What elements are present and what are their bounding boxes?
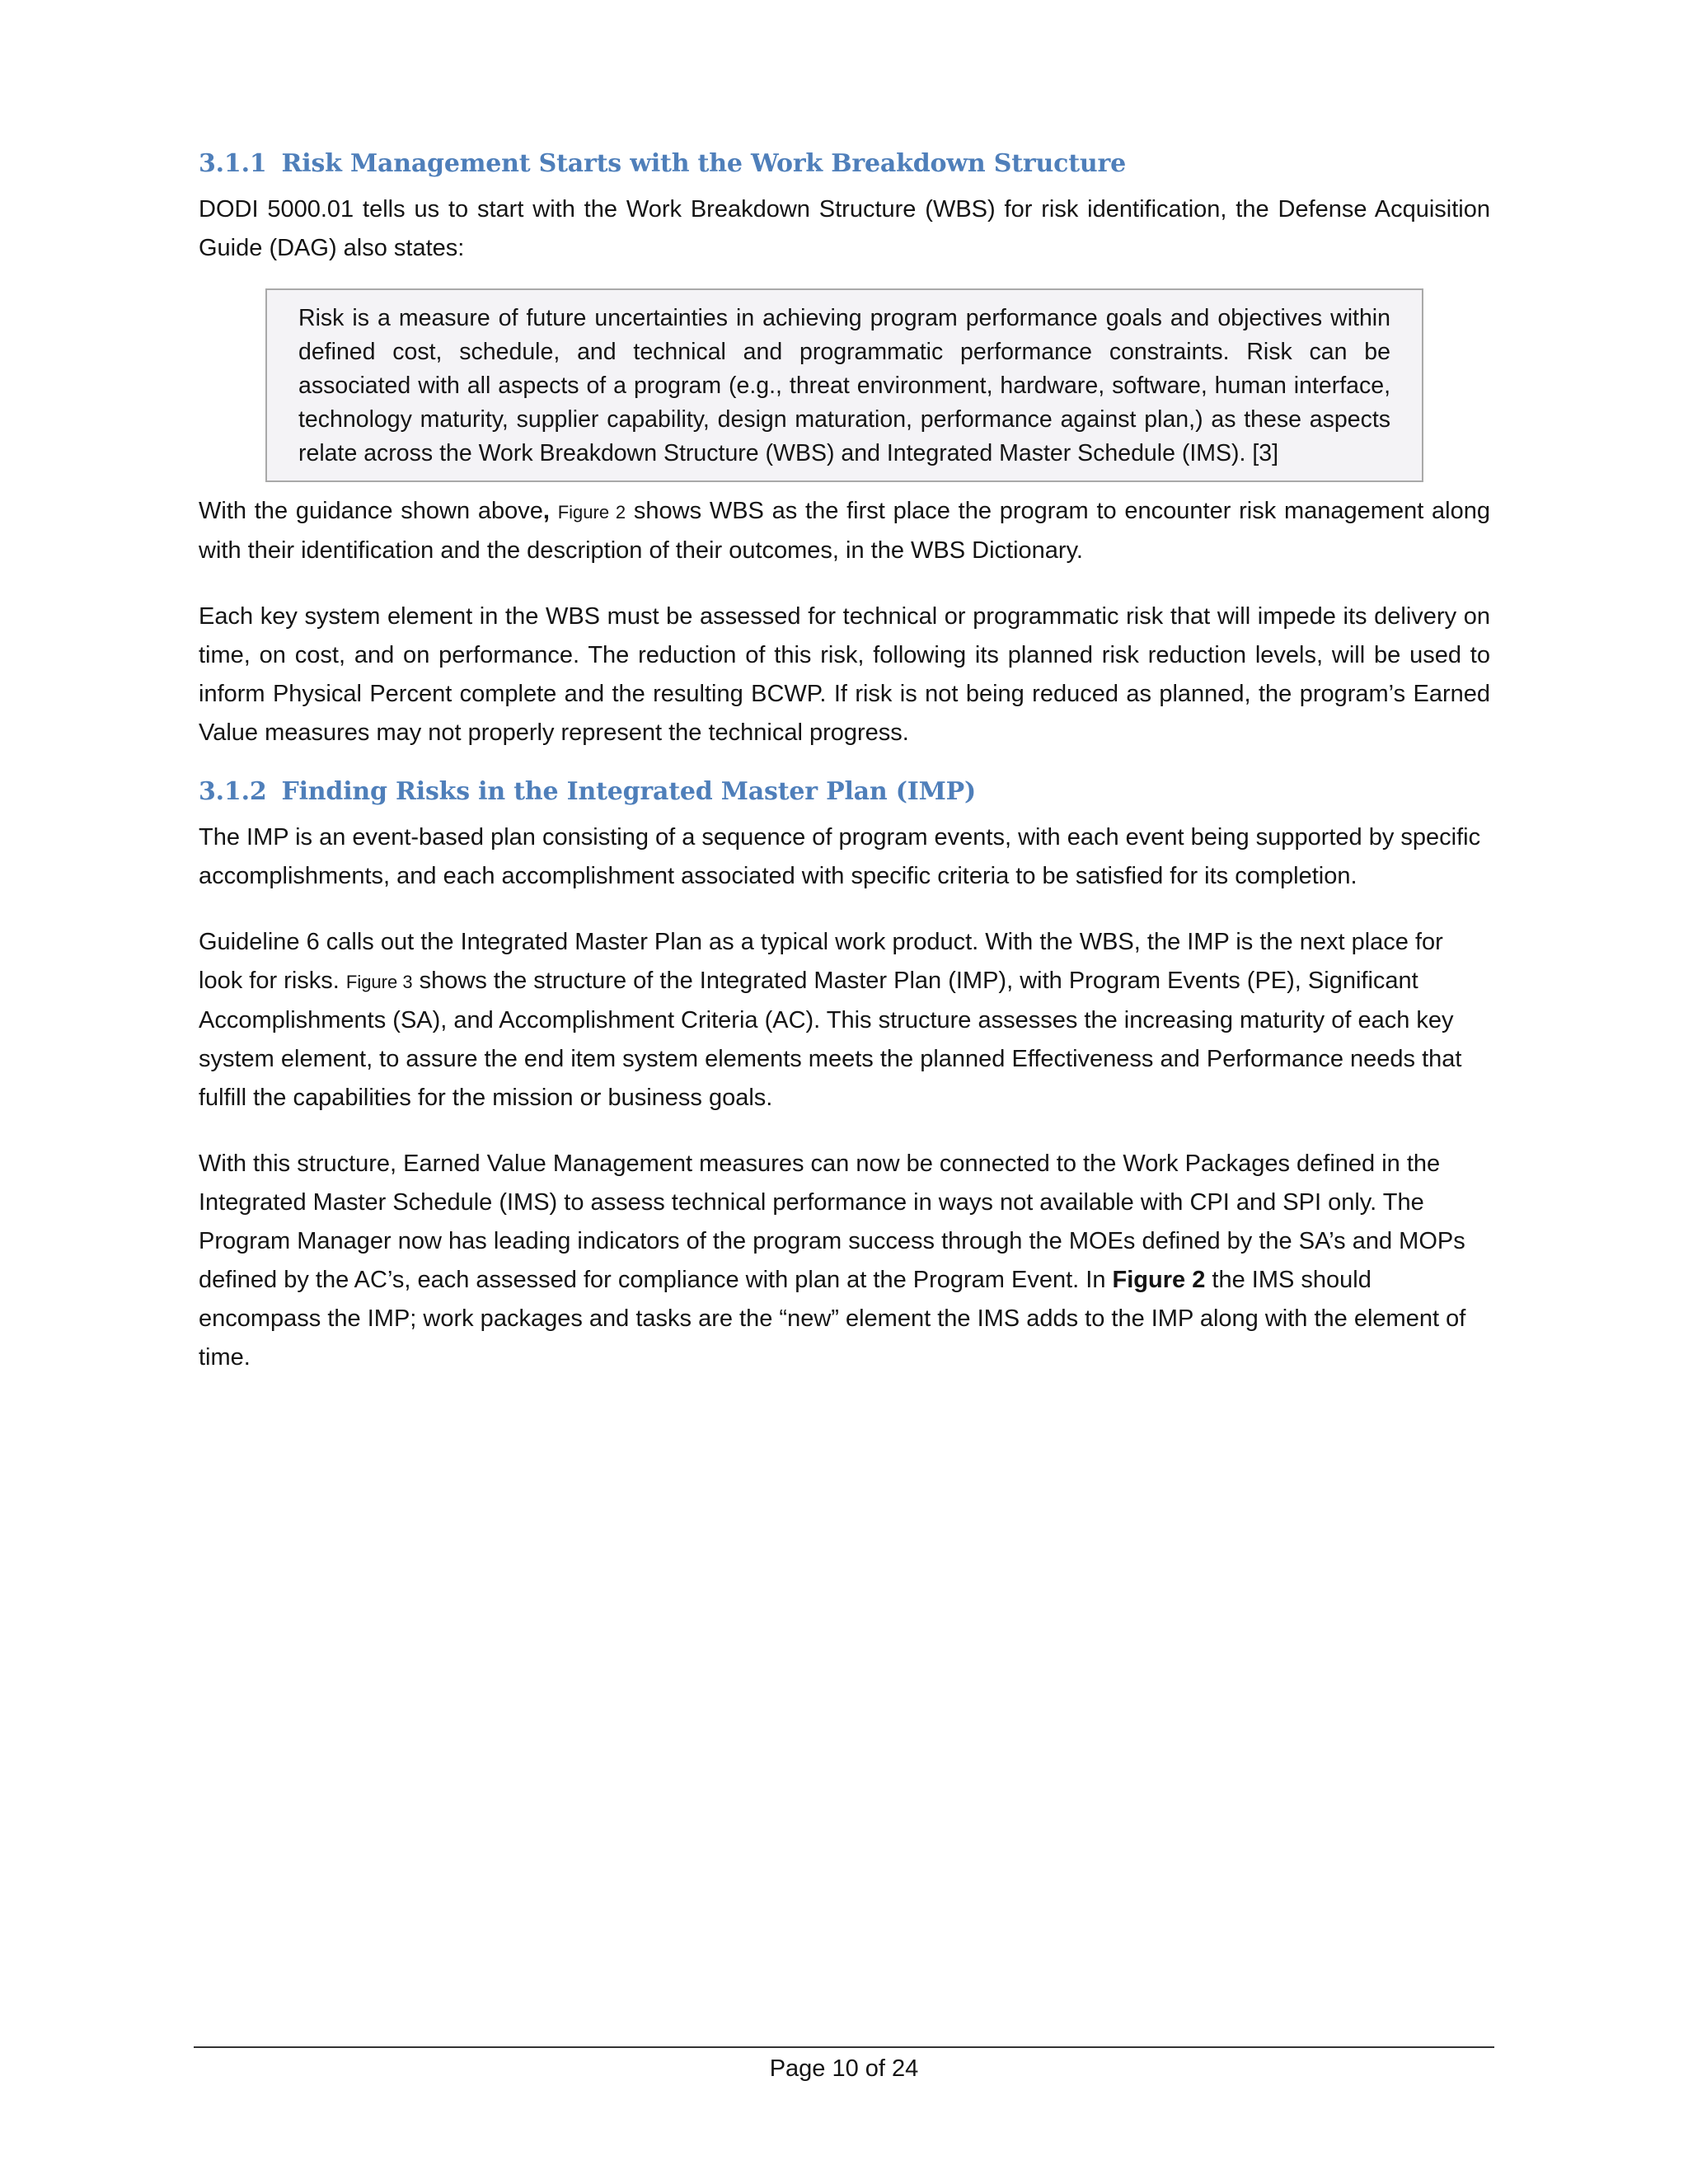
figure-3-reference[interactable]: Figure 3 [345,972,413,992]
guidance-comma: , [542,498,550,524]
section-1-intro-paragraph: DODI 5000.01 tells us to start with the Work Breakdown Structure (WBS) for risk identification, the Defense Acquisition Guide (DAG) also states: [199,196,1490,261]
evm-text-end: the IMS should encompass the IMP; work packages and tasks are the “new” element the IMS adds to the IMP along with the element of time. [199,1267,1466,1371]
section-title: Risk Management Starts with the Work Breakdown Structure [281,149,1126,178]
guideline-text-start: Guideline 6 calls out the Integrated Master Plan as a typical work product. With the WBS, the IMP is the next place for look for risks. [199,929,1443,994]
guidance-text-end: shows WBS as the first place the program to encounter risk management along with their identification and the description of their outcomes, in the WBS Dictionary. [199,498,1490,564]
guidance-text-start: With the guidance shown above [199,498,543,524]
evm-structure-paragraph [199,1145,1490,1377]
section-heading-3-1-1 [199,149,1490,179]
section-number: 3.1.2 [199,777,267,806]
dag-quote-text: Risk is a measure of future uncertainties in achieving program performance goals and objectives within defined cost, schedule, and technical and programmatic performance constraints. Risk can be associated with all aspects of a program (e.g., threat environment, hardware, software, human interface, technology maturity, supplier capability, design maturation, performance against plan,) as these aspects relate across the Work Breakdown Structure (WBS) and Integrated Master Schedule (IMS). [3] [298,305,1390,466]
page-number: Page 10 of 24 [769,2055,919,2082]
footer-divider [194,2046,1494,2048]
section-number: 3.1.1 [199,149,267,178]
guideline-text-end: shows the structure of the Integrated Master Plan (IMP), with Program Events (PE), Significant Accomplishments (SA), and Accomplishment Criteria (AC). This structure assesses the increasing maturity of each key system element, to assure the end item system elements meets the planned Effectiveness and Performance needs that fulfill the capabilities for the mission or business goals. [199,968,1462,1111]
key-element-risk-paragraph: Each key system element in the WBS must be assessed for technical or programmatic risk that will impede its delivery on time, on cost, and on performance. The reduction of this risk, following its planned risk reduction levels, will be used to inform Physical Percent complete and the resulting BCWP. If risk is not being reduced as planned, the program’s Earned Value measures may not properly represent the technical progress. [199,603,1490,746]
figure-2-bold-reference[interactable]: Figure 2 [1112,1267,1206,1293]
section-title: Finding Risks in the Integrated Master Plan (IMP) [281,777,976,806]
dag-quote-box [265,288,1423,482]
evm-text-start: With this structure, Earned Value Management measures can now be connected to the Work Packages defined in the Integrated Master Schedule (IMS) to assess technical performance in ways not available with CPI and SPI only. The Program Manager now has leading indicators of the program success through the MOEs defined by the SA’s and MOPs defined by the AC’s, each assessed for compliance with plan at the Program Event. In [199,1151,1465,1293]
figure-2-reference[interactable]: Figure 2 [557,502,626,523]
imp-definition-paragraph: The IMP is an event-based plan consisting of a sequence of program events, with each event being supported by specific accomplishments, and each accomplishment associated with specific criteria to be satisfied for its completion. [199,824,1481,889]
guidance-paragraph [199,492,1490,570]
section-heading-3-1-2 [199,777,1490,807]
document-page [199,144,1490,1377]
guideline-6-paragraph [199,923,1490,1118]
